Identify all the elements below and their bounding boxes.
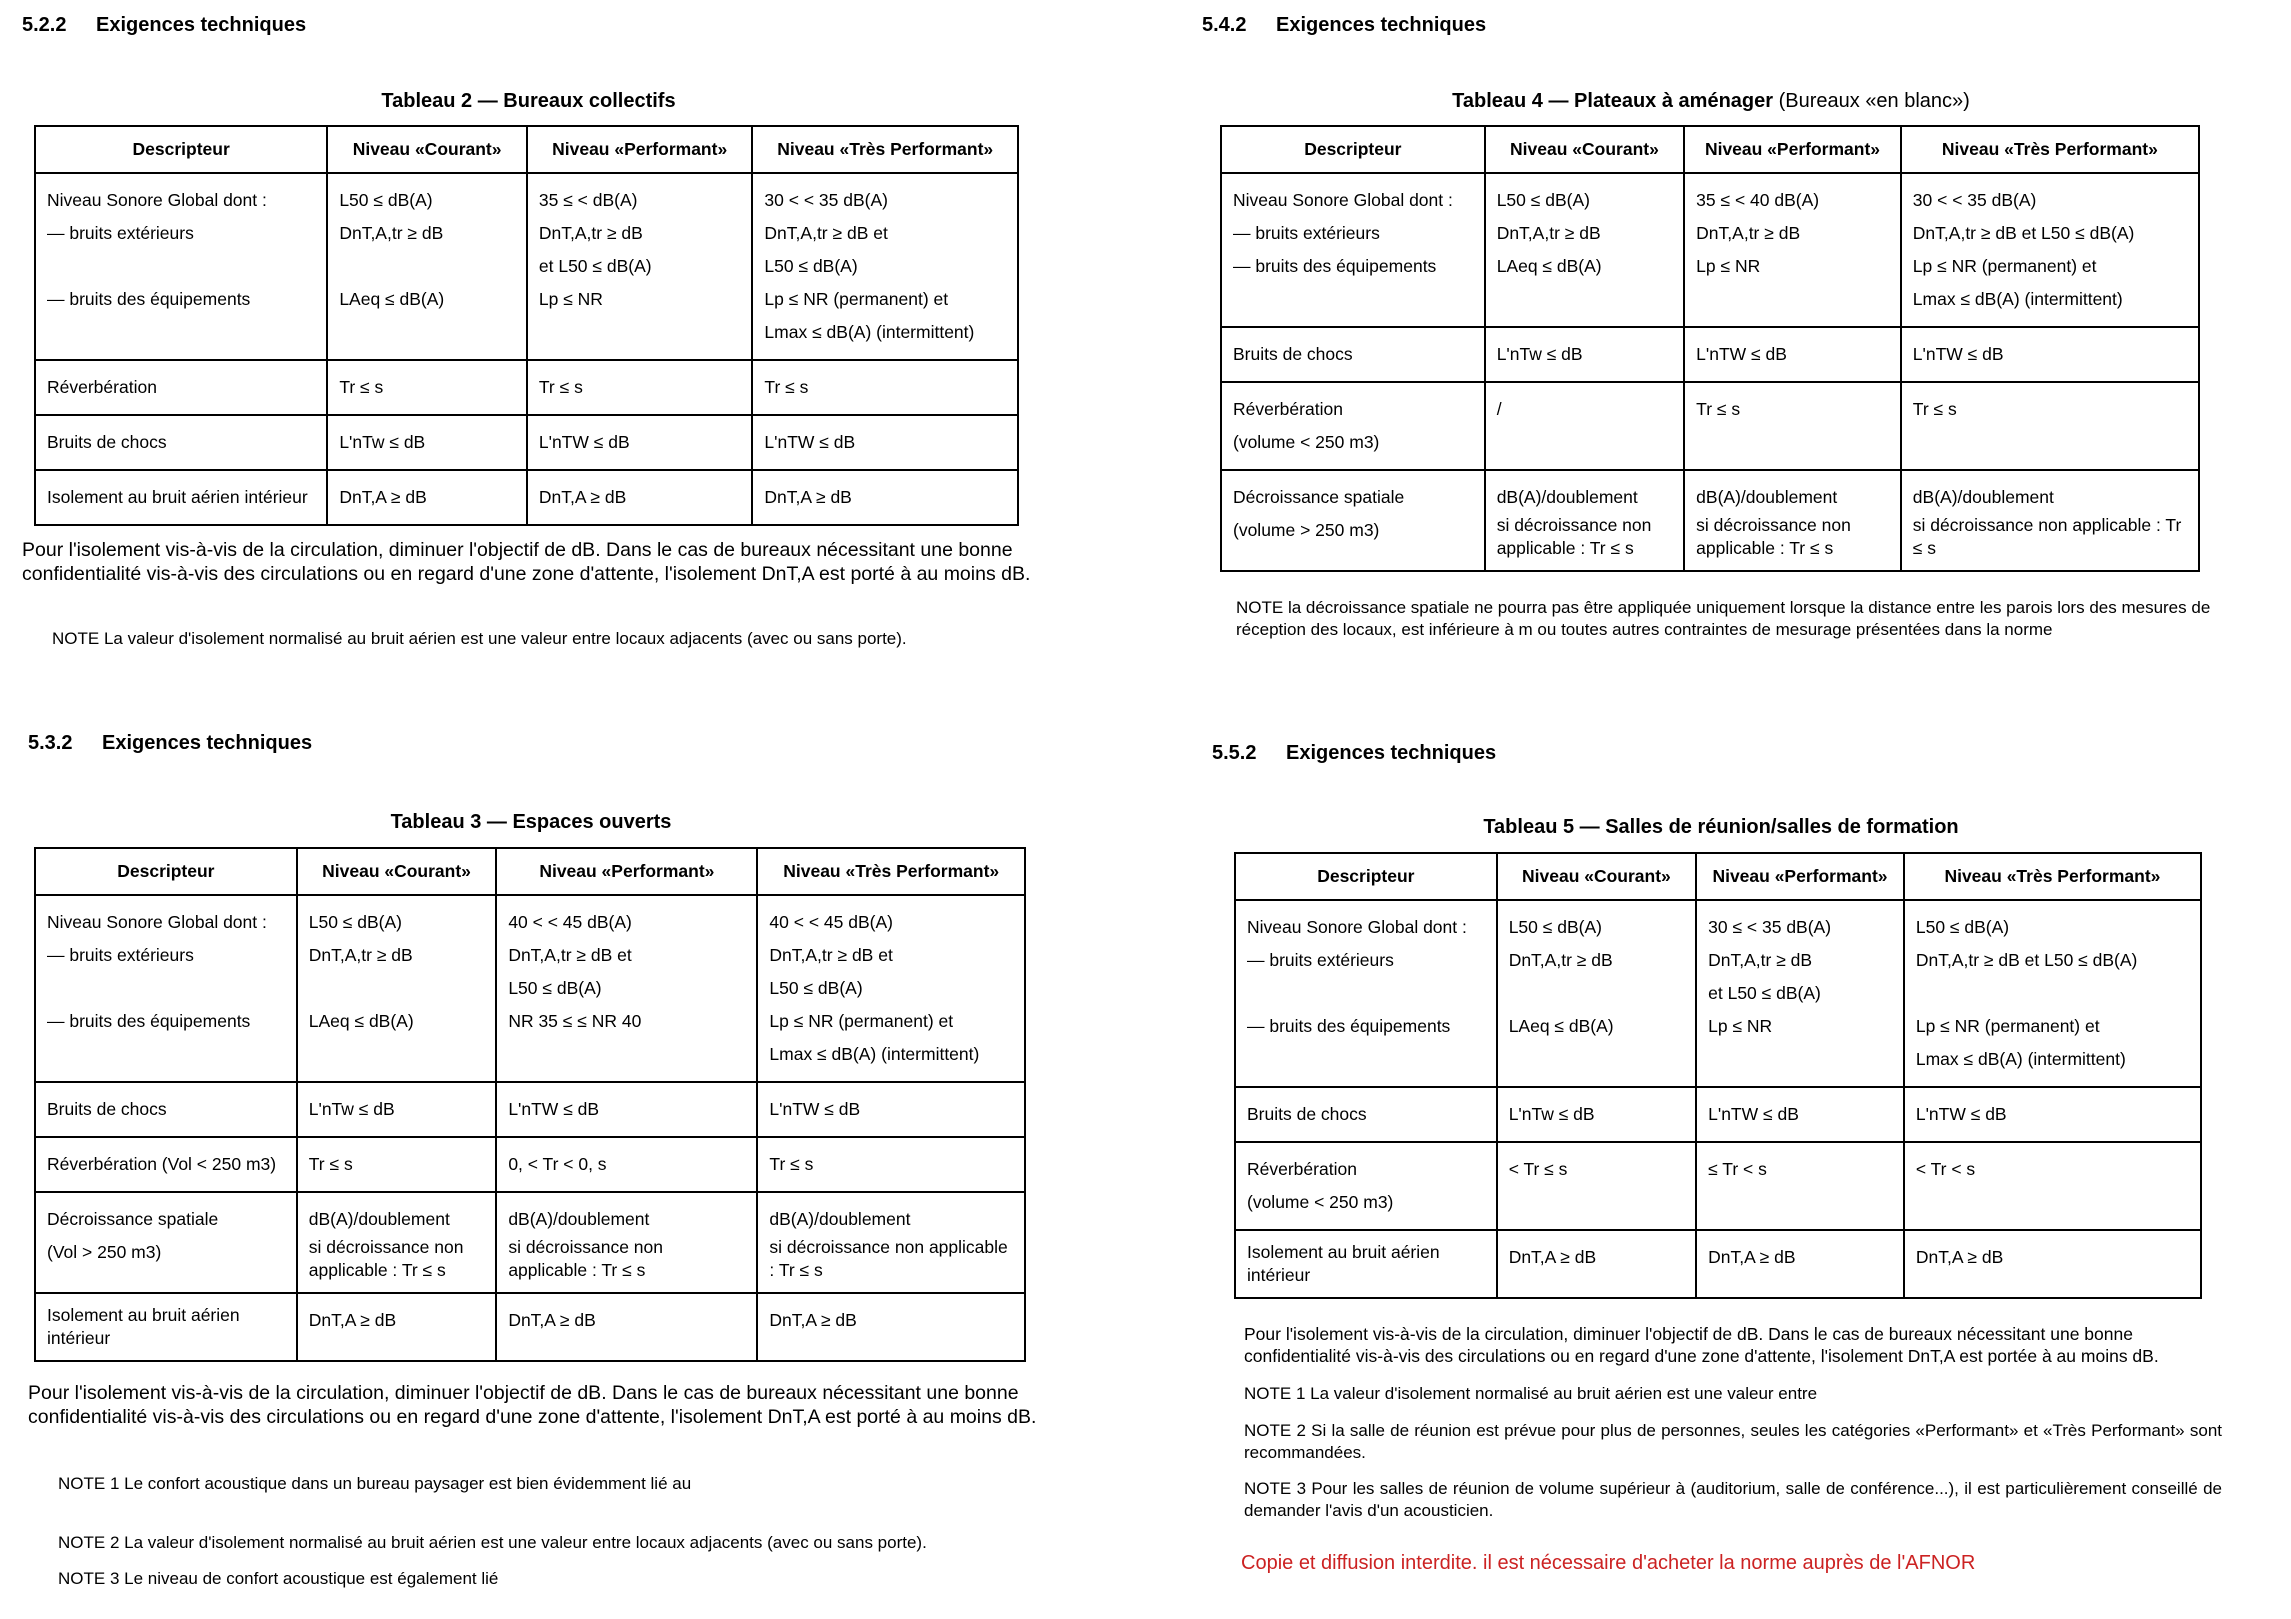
cell-courant: L50 ≤ dB(A) DnT,A,tr ≥ dB LAeq ≤ dB(A) — [1497, 900, 1696, 1087]
section-title: Exigences techniques — [1276, 14, 1487, 36]
table-2-caption: Tableau 2 — Bureaux collectifs — [381, 90, 676, 112]
table-header-row — [1221, 126, 2199, 173]
cell-descripteur: Niveau Sonore Global dont : — bruits extérieurs — bruits des équipements — [1235, 900, 1497, 1087]
header-performant: Niveau «Performant» — [1696, 853, 1904, 900]
table-5-caption: Tableau 5 — Salles de réunion/salles de formation — [1483, 816, 1959, 838]
cell: dB(A)/doublement si décroissance non applicable : Tr ≤ s — [1485, 470, 1684, 571]
header-descripteur: Descripteur — [35, 126, 327, 173]
cell-tres-performant: 30 < < 35 dB(A) DnT,A,tr ≥ dB et L50 ≤ dB(A) Lp ≤ NR (permanent) et Lmax ≤ dB(A) (intermittent) — [1901, 173, 2199, 327]
table-4-note: NOTE la décroissance spatiale ne pourra pas être appliquée uniquement lorsque la distance entre les parois lors des mesures de réception des locaux, est inférieure à m ou toutes autres contraintes de mesurage présentées dans la norme — [1236, 598, 2211, 639]
cell: L'nTW ≤ dB — [757, 1082, 1025, 1137]
cell: Bruits de chocs — [1235, 1087, 1497, 1142]
cell: Isolement au bruit aérien intérieur — [35, 1293, 297, 1361]
table-3-paragraph: Pour l'isolement vis-à-vis de la circulation, diminuer l'objectif de dB. Dans le cas de bureaux nécessitant une bonne confidentialité vis-à-vis des circulations ou en regard d'une zone d'attente, l'isolement DnT,A est porté à au moins dB. — [28, 1382, 1037, 1428]
table-row — [1235, 1087, 2201, 1142]
table-row — [35, 1192, 1025, 1293]
cell: Bruits de chocs — [1221, 327, 1485, 382]
cell-courant: L50 ≤ dB(A) DnT,A,tr ≥ dB LAeq ≤ dB(A) — [327, 173, 527, 360]
cell: dB(A)/doublement si décroissance non applicable : Tr ≤ s — [1901, 470, 2199, 571]
cell-performant: 40 < < 45 dB(A) DnT,A,tr ≥ dB et L50 ≤ dB(A) NR 35 ≤ ≤ NR 40 — [496, 895, 757, 1082]
cell: Tr ≤ s — [297, 1137, 497, 1192]
cell: dB(A)/doublement si décroissance non applicable : Tr ≤ s — [757, 1192, 1025, 1293]
header-descripteur: Descripteur — [1221, 126, 1485, 173]
cell: DnT,A ≥ dB — [297, 1293, 497, 1361]
cell-tres-performant: L50 ≤ dB(A) DnT,A,tr ≥ dB et L50 ≤ dB(A) Lp ≤ NR (permanent) et Lmax ≤ dB(A) (intermittent) — [1904, 900, 2201, 1087]
cell: < Tr < s — [1904, 1142, 2201, 1230]
header-performant: Niveau «Performant» — [527, 126, 753, 173]
table-row — [1235, 1230, 2201, 1298]
cell: Réverbération — [35, 360, 327, 415]
table-header-row — [35, 126, 1018, 173]
table-2 — [34, 125, 1019, 526]
table-row — [1221, 327, 2199, 382]
cell: / — [1485, 382, 1684, 470]
table-3-note-3: NOTE 3 Le niveau de confort acoustique est également lié — [58, 1569, 499, 1588]
table-3 — [34, 847, 1026, 1362]
table-row — [1221, 173, 2199, 327]
cell: dB(A)/doublement si décroissance non applicable : Tr ≤ s — [297, 1192, 497, 1293]
table-row — [1235, 1142, 2201, 1230]
cell: L'nTW ≤ dB — [1684, 327, 1901, 382]
table-3-note-2: NOTE 2 La valeur d'isolement normalisé au bruit aérien est une valeur entre locaux adjacents (avec ou sans porte). — [58, 1533, 927, 1552]
cell: Bruits de chocs — [35, 415, 327, 470]
table-row — [35, 1293, 1025, 1361]
section-number: 5.5.2 — [1212, 742, 1257, 764]
cell: Tr ≤ s — [327, 360, 527, 415]
header-courant: Niveau «Courant» — [327, 126, 527, 173]
section-heading-5-3-2 — [28, 732, 312, 755]
header-performant: Niveau «Performant» — [1684, 126, 1901, 173]
cell: L'nTW ≤ dB — [527, 415, 753, 470]
table-3-caption: Tableau 3 — Espaces ouverts — [390, 811, 672, 833]
header-courant: Niveau «Courant» — [1497, 853, 1696, 900]
cell: L'nTw ≤ dB — [1485, 327, 1684, 382]
cell: Décroissance spatiale (Vol > 250 m3) — [35, 1192, 297, 1293]
cell: 0, < Tr < 0, s — [496, 1137, 757, 1192]
cell-performant: 35 ≤ < dB(A) DnT,A,tr ≥ dB et L50 ≤ dB(A) Lp ≤ NR — [527, 173, 753, 360]
copyright-warning: Copie et diffusion interdite. il est nécessaire d'acheter la norme auprès de l'AFNOR — [1241, 1552, 1976, 1574]
cell: Isolement au bruit aérien intérieur — [1235, 1230, 1497, 1298]
table-row — [1221, 382, 2199, 470]
cell: Réverbération (Vol < 250 m3) — [35, 1137, 297, 1192]
cell: Bruits de chocs — [35, 1082, 297, 1137]
table-row — [1235, 900, 2201, 1087]
header-tres-performant: Niveau «Très Performant» — [757, 848, 1025, 895]
section-heading-5-2-2 — [22, 14, 306, 37]
section-number: 5.4.2 — [1202, 14, 1247, 36]
cell: L'nTw ≤ dB — [327, 415, 527, 470]
header-courant: Niveau «Courant» — [297, 848, 497, 895]
cell: L'nTW ≤ dB — [496, 1082, 757, 1137]
section-title: Exigences techniques — [1286, 742, 1497, 764]
cell-tres-performant: 30 < < 35 dB(A) DnT,A,tr ≥ dB et L50 ≤ dB(A) Lp ≤ NR (permanent) et Lmax ≤ dB(A) (intermittent) — [752, 173, 1018, 360]
section-heading-5-5-2 — [1212, 742, 1496, 765]
cell-descripteur: Niveau Sonore Global dont : — bruits extérieurs — bruits des équipements — [35, 173, 327, 360]
table-row — [35, 895, 1025, 1082]
header-tres-performant: Niveau «Très Performant» — [1904, 853, 2201, 900]
cell: L'nTw ≤ dB — [297, 1082, 497, 1137]
table-row — [35, 1137, 1025, 1192]
cell-tres-performant: 40 < < 45 dB(A) DnT,A,tr ≥ dB et L50 ≤ dB(A) Lp ≤ NR (permanent) et Lmax ≤ dB(A) (intermittent) — [757, 895, 1025, 1082]
table-3-note-1: NOTE 1 Le confort acoustique dans un bureau paysager est bien évidemment lié au — [58, 1474, 692, 1493]
header-descripteur: Descripteur — [35, 848, 297, 895]
table-header-row — [1235, 853, 2201, 900]
cell: Tr ≤ s — [1901, 382, 2199, 470]
cell: < Tr ≤ s — [1497, 1142, 1696, 1230]
table-row — [35, 415, 1018, 470]
cell: DnT,A ≥ dB — [1904, 1230, 2201, 1298]
table-5-note-2: NOTE 2 Si la salle de réunion est prévue pour plus de personnes, seules les catégories «Performant» et «Très Performant» sont recommandées. — [1244, 1421, 2222, 1462]
section-title: Exigences techniques — [102, 732, 313, 754]
table-5-note-3: NOTE 3 Pour les salles de réunion de volume supérieur à (auditorium, salle de conférence...), il est particulièrement conseillé de demander l'avis d'un acousticien. — [1244, 1479, 2222, 1520]
table-2-note: NOTE La valeur d'isolement normalisé au bruit aérien est une valeur entre locaux adjacents (avec ou sans porte). — [52, 629, 907, 648]
cell-performant: 35 ≤ < 40 dB(A) DnT,A,tr ≥ dB Lp ≤ NR — [1684, 173, 1901, 327]
table-row — [35, 1082, 1025, 1137]
cell: Tr ≤ s — [752, 360, 1018, 415]
cell: L'nTW ≤ dB — [752, 415, 1018, 470]
table-5-note-1: NOTE 1 La valeur d'isolement normalisé au bruit aérien est une valeur entre — [1244, 1384, 1818, 1403]
cell: ≤ Tr < s — [1696, 1142, 1904, 1230]
cell: DnT,A ≥ dB — [1696, 1230, 1904, 1298]
table-row — [35, 173, 1018, 360]
table-row — [1221, 470, 2199, 571]
section-number: 5.2.2 — [22, 14, 67, 36]
cell-performant: 30 ≤ < 35 dB(A) DnT,A,tr ≥ dB et L50 ≤ dB(A) Lp ≤ NR — [1696, 900, 1904, 1087]
cell: DnT,A ≥ dB — [1497, 1230, 1696, 1298]
section-title: Exigences techniques — [96, 14, 307, 36]
table-2-paragraph: Pour l'isolement vis-à-vis de la circulation, diminuer l'objectif de dB. Dans le cas de bureaux nécessitant une bonne confidentialité vis-à-vis des circulations ou en regard d'une zone d'attente, l'isolement DnT,A est porté à au moins dB. — [22, 539, 1031, 585]
section-number: 5.3.2 — [28, 732, 73, 754]
cell: dB(A)/doublement si décroissance non applicable : Tr ≤ s — [1684, 470, 1901, 571]
cell: Tr ≤ s — [1684, 382, 1901, 470]
cell: L'nTW ≤ dB — [1696, 1087, 1904, 1142]
header-performant: Niveau «Performant» — [496, 848, 757, 895]
cell: Décroissance spatiale (volume > 250 m3) — [1221, 470, 1485, 571]
table-row — [35, 470, 1018, 525]
cell: DnT,A ≥ dB — [327, 470, 527, 525]
cell-courant: L50 ≤ dB(A) DnT,A,tr ≥ dB LAeq ≤ dB(A) — [1485, 173, 1684, 327]
table-5 — [1234, 852, 2202, 1299]
table-row — [35, 360, 1018, 415]
cell: Isolement au bruit aérien intérieur — [35, 470, 327, 525]
header-tres-performant: Niveau «Très Performant» — [1901, 126, 2199, 173]
table-4 — [1220, 125, 2200, 572]
cell: L'nTw ≤ dB — [1497, 1087, 1696, 1142]
cell: DnT,A ≥ dB — [496, 1293, 757, 1361]
cell: L'nTW ≤ dB — [1901, 327, 2199, 382]
table-4-caption: Tableau 4 — Plateaux à aménager (Bureaux «en blanc») — [1452, 90, 1970, 112]
header-courant: Niveau «Courant» — [1485, 126, 1684, 173]
cell: Tr ≤ s — [527, 360, 753, 415]
cell: Tr ≤ s — [757, 1137, 1025, 1192]
table-header-row — [35, 848, 1025, 895]
cell: DnT,A ≥ dB — [757, 1293, 1025, 1361]
cell: DnT,A ≥ dB — [527, 470, 753, 525]
cell-courant: L50 ≤ dB(A) DnT,A,tr ≥ dB LAeq ≤ dB(A) — [297, 895, 497, 1082]
cell: Réverbération (volume < 250 m3) — [1235, 1142, 1497, 1230]
header-descripteur: Descripteur — [1235, 853, 1497, 900]
cell: dB(A)/doublement si décroissance non applicable : Tr ≤ s — [496, 1192, 757, 1293]
table-5-paragraph: Pour l'isolement vis-à-vis de la circulation, diminuer l'objectif de dB. Dans le cas de bureaux nécessitant une bonne confidentialité vis-à-vis des circulations ou en regard d'une zone d'attente, l'isolement DnT,A est portée à au moins dB. — [1244, 1324, 2159, 1366]
cell-descripteur: Niveau Sonore Global dont : — bruits extérieurs — bruits des équipements — [1221, 173, 1485, 327]
cell: L'nTW ≤ dB — [1904, 1087, 2201, 1142]
cell: DnT,A ≥ dB — [752, 470, 1018, 525]
section-heading-5-4-2 — [1202, 14, 1486, 37]
cell: Réverbération (volume < 250 m3) — [1221, 382, 1485, 470]
header-tres-performant: Niveau «Très Performant» — [752, 126, 1018, 173]
cell-descripteur: Niveau Sonore Global dont : — bruits extérieurs — bruits des équipements — [35, 895, 297, 1082]
